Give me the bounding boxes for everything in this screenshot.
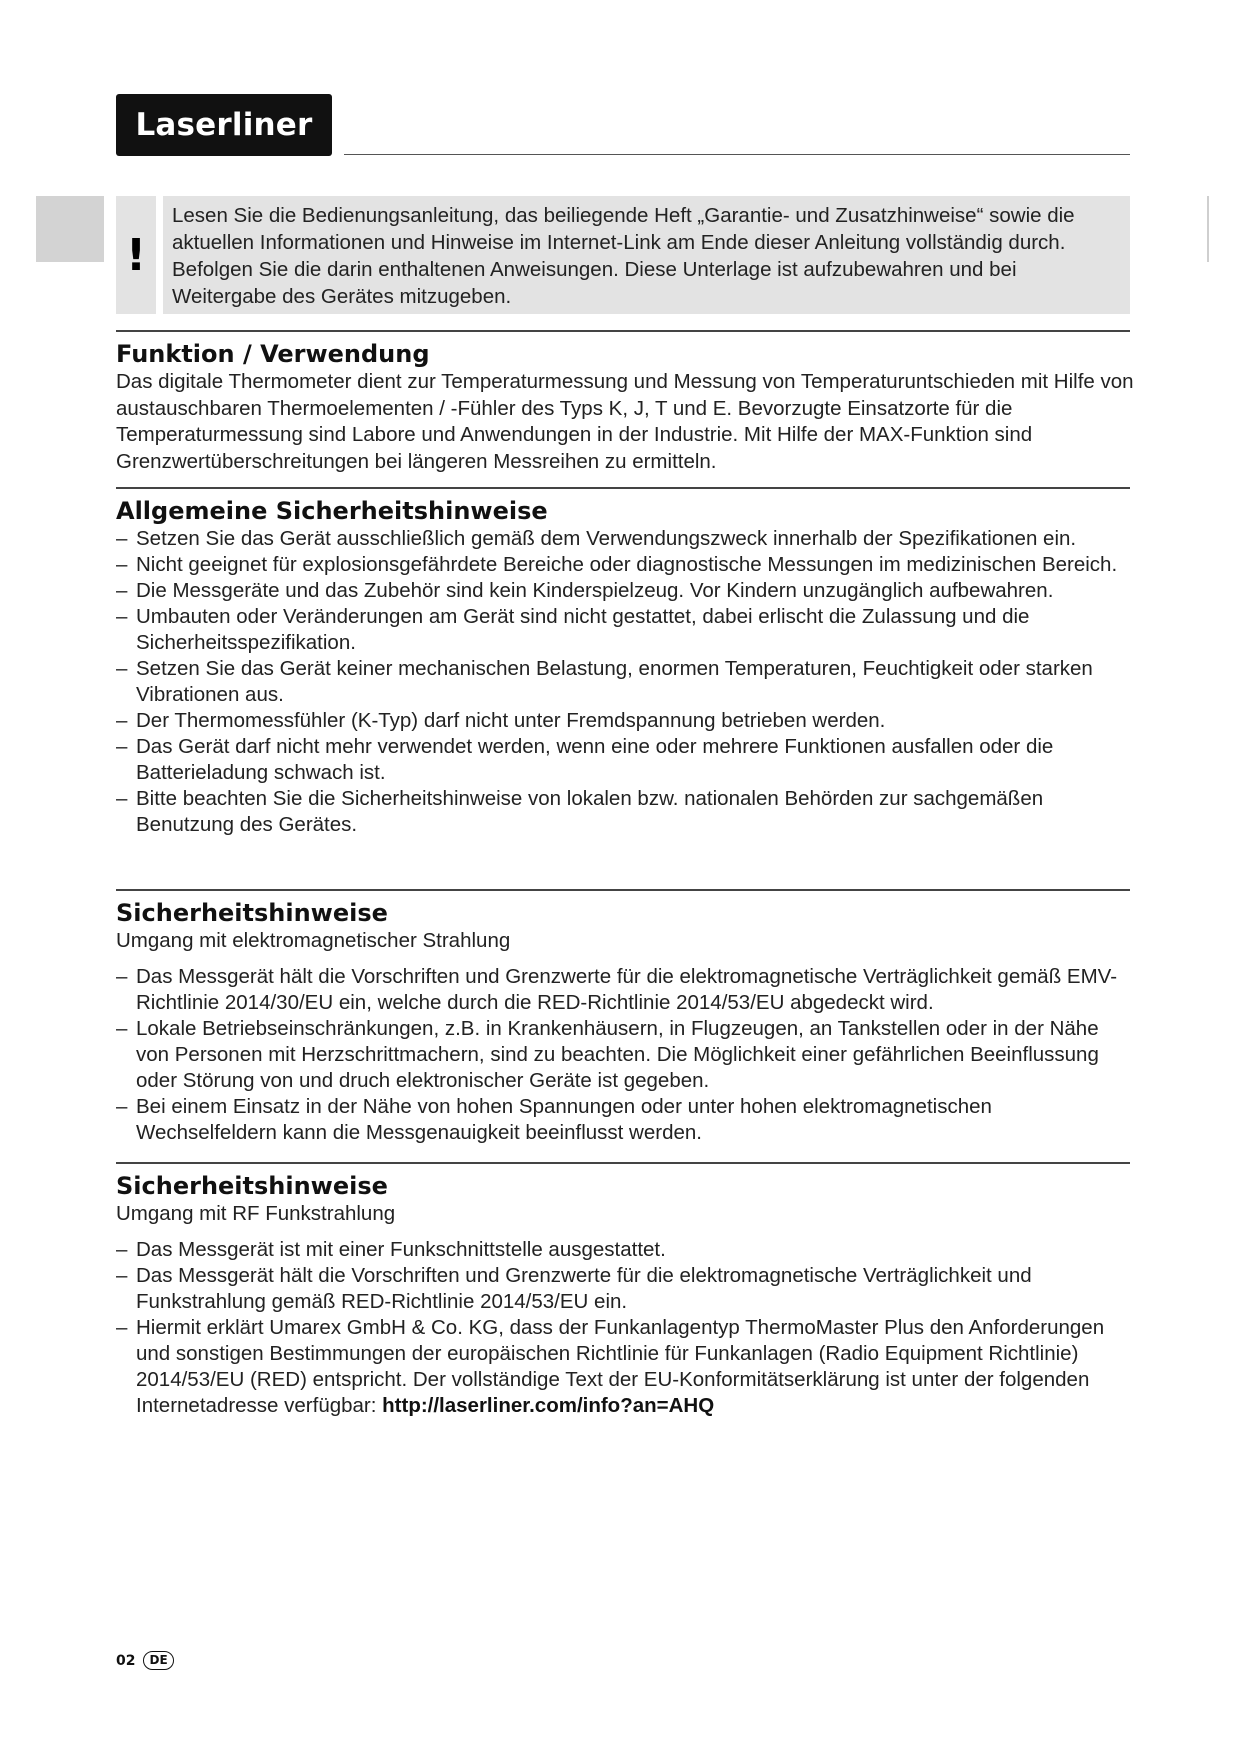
section-heading: Allgemeine Sicherheitshinweise xyxy=(116,497,548,525)
conformity-declaration-link[interactable]: http://laserliner.com/info?an=AHQ xyxy=(382,1394,715,1417)
page-footer xyxy=(116,1651,174,1670)
section-heading: Funktion / Verwendung xyxy=(116,340,430,368)
list-item: – Lokale Betriebseinschränkungen, z.B. in Krankenhäusern, in Flugzeugen, an Tankstellen oder in der Nähe von Personen mit Herzschrittmachern, sind zu beachten. Die Möglichkeit einer gefährlichen Beeinflussung oder Störung von und druch elektronischer Geräte ist gegeben. xyxy=(116,1016,1136,1094)
section-general-safety xyxy=(116,496,1136,838)
notice-text: Lesen Sie die Bedienungsanleitung, das beiliegende Heft „Garantie- und Zusatzhinweise“ sowie die aktuellen Informationen und Hinweise im Internet-Link am Ende dieser Anleitung vollständig durch. Befolgen Sie die darin enthaltenen Anweisungen. Diese Unterlage ist aufzubewahren und bei Weitergabe des Gerätes mitzugeben. xyxy=(163,196,1130,314)
section-emv-safety xyxy=(116,898,1136,1146)
side-tab-marker xyxy=(36,196,104,262)
section-divider xyxy=(116,889,1130,891)
section-subheading: Umgang mit elektromagnetischer Strahlung xyxy=(116,929,511,952)
header-rule xyxy=(344,154,1130,155)
list-item: – Umbauten oder Veränderungen am Gerät sind nicht gestattet, dabei erlischt die Zulassung und die Sicherheitsspezifikation. xyxy=(116,604,1136,656)
list-item: – Nicht geeignet für explosionsgefährdete Bereiche oder diagnostische Messungen im medizinischen Bereich. xyxy=(116,552,1136,578)
section-function xyxy=(116,339,1136,475)
laserliner-logo: Laserliner xyxy=(116,94,332,156)
list-item: – Die Messgeräte und das Zubehör sind kein Kinderspielzeug. Vor Kindern unzugänglich aufbewahren. xyxy=(116,578,1136,604)
safety-list xyxy=(116,526,1136,838)
list-item: – Das Gerät darf nicht mehr verwendet werden, wenn eine oder mehrere Funktionen ausfallen oder die Batterieladung schwach ist. xyxy=(116,734,1136,786)
rf-list xyxy=(116,1237,1136,1419)
list-item: – Der Thermomessfühler (K-Typ) darf nicht unter Fremdspannung betrieben werden. xyxy=(116,708,1136,734)
emv-list xyxy=(116,964,1136,1146)
list-item: – Bei einem Einsatz in der Nähe von hohen Spannungen oder unter hohen elektromagnetischen Wechselfeldern kann die Messgenauigkeit beeinflusst werden. xyxy=(116,1094,1136,1146)
list-item: – Das Messgerät hält die Vorschriften und Grenzwerte für die elektromagnetische Verträglichkeit und Funkstrahlung gemäß RED-Richtlinie 2014/53/EU ein. xyxy=(116,1263,1136,1315)
list-item xyxy=(116,1315,1136,1419)
language-badge: DE xyxy=(143,1651,173,1670)
section-subheading: Umgang mit RF Funkstrahlung xyxy=(116,1202,396,1225)
warning-exclamation-icon: ! xyxy=(116,196,156,314)
list-item: – Setzen Sie das Gerät ausschließlich gemäß dem Verwendungszweck innerhalb der Spezifikationen ein. xyxy=(116,526,1136,552)
declaration-text: Hiermit erklärt Umarex GmbH & Co. KG, dass der Funkanlagentyp ThermoMaster Plus den Anforderungen und sonstigen Bestimmungen der europäischen Richtlinie für Funkanlagen (Radio Equipment Richtlinie) 2014/53/EU (RED) entspricht. Der vollständige Text der EU-Konformitätserklärung ist unter der folgenden Internetadresse verfügbar: xyxy=(136,1316,1105,1417)
section-divider xyxy=(116,330,1130,332)
list-item: – Das Messgerät hält die Vorschriften und Grenzwerte für die elektromagnetische Verträglichkeit gemäß EMV-Richtlinie 2014/30/EU ein, welche durch die RED-Richtlinie 2014/53/EU abgedeckt wird. xyxy=(116,964,1136,1016)
section-heading: Sicherheitshinweise xyxy=(116,899,388,927)
section-divider xyxy=(116,487,1130,489)
section-body: Das digitale Thermometer dient zur Temperaturmessung und Messung von Temperaturuntschieden mit Hilfe von austauschbaren Thermoelementen / -Fühler des Typs K, J, T und E. Bevorzugte Einsatzorte für die Temperaturmessung sind Labore und Anwendungen in der Industrie. Mit Hilfe der MAX-Funktion sind Grenzwertüberschreitungen bei längeren Messreihen zu ermitteln. xyxy=(116,370,1134,473)
section-divider xyxy=(116,1162,1130,1164)
list-item: – Setzen Sie das Gerät keiner mechanischen Belastung, enormen Temperaturen, Feuchtigkeit oder starken Vibrationen aus. xyxy=(116,656,1136,708)
section-rf-safety xyxy=(116,1171,1136,1419)
edge-mark xyxy=(1207,196,1209,262)
list-item: – Bitte beachten Sie die Sicherheitshinweise von lokalen bzw. nationalen Behörden zur sachgemäßen Benutzung des Gerätes. xyxy=(116,786,1136,838)
list-item: – Das Messgerät ist mit einer Funkschnittstelle ausgestattet. xyxy=(116,1237,1136,1263)
page-number: 02 xyxy=(116,1652,136,1669)
section-heading: Sicherheitshinweise xyxy=(116,1172,388,1200)
